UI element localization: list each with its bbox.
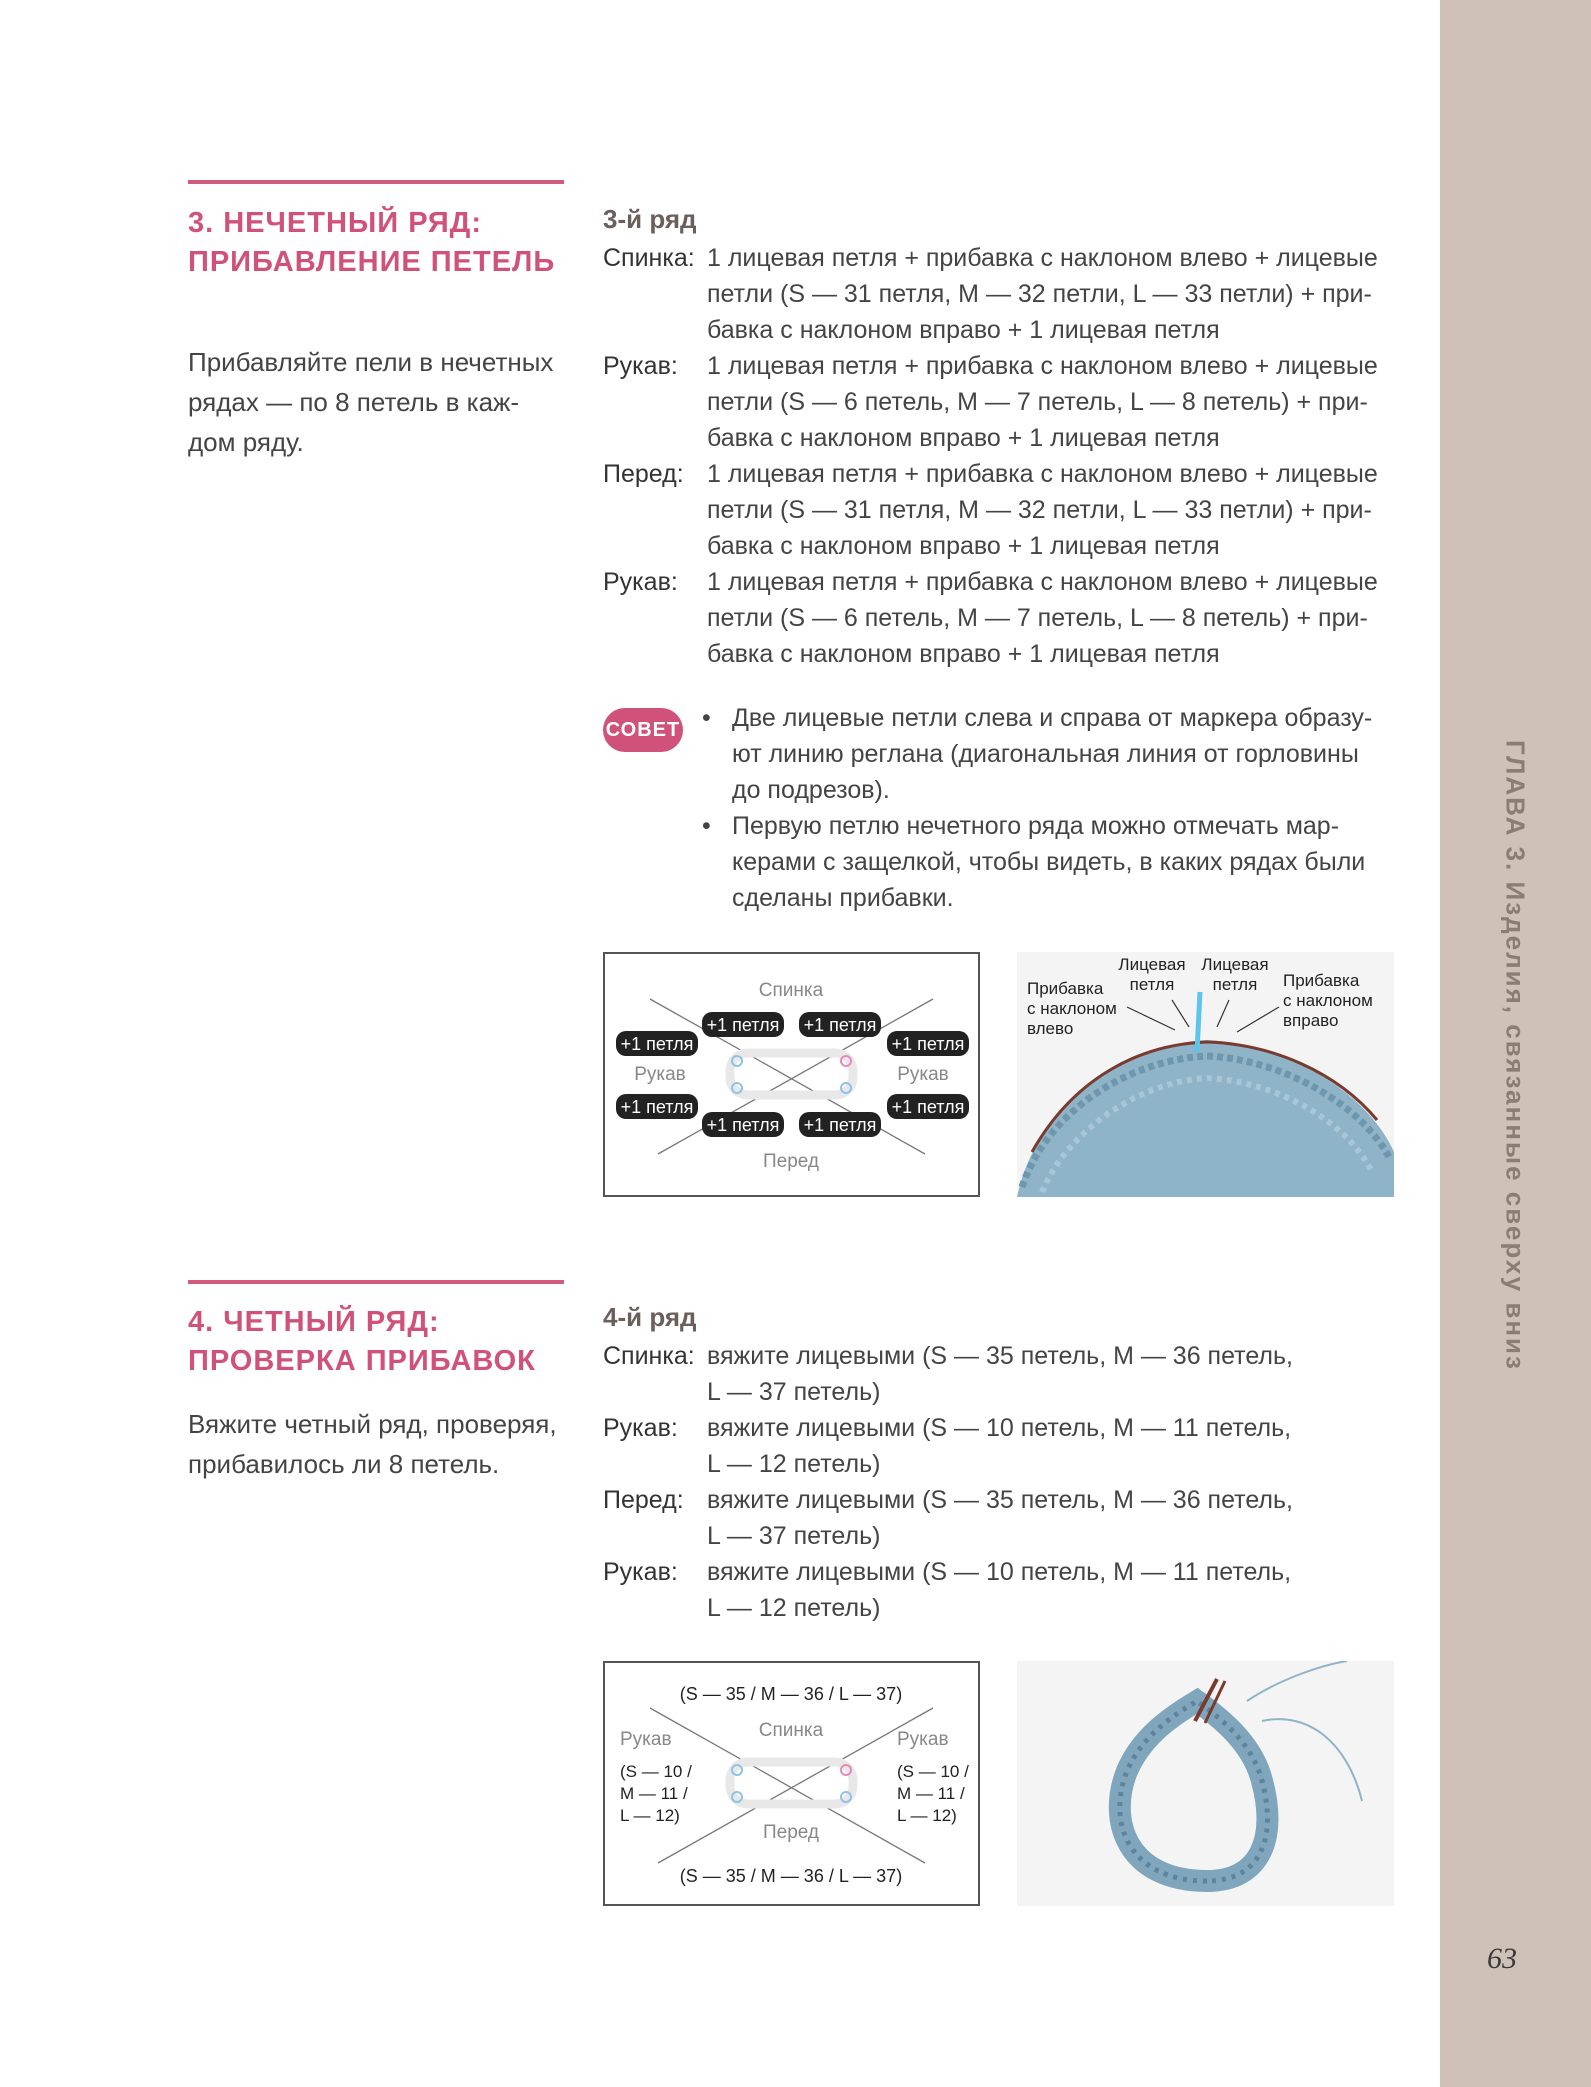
- svg-text:+1 петля: +1 петля: [620, 1034, 694, 1054]
- diagram-count-front: (S — 35 / M — 36 / L — 37): [679, 1866, 903, 1886]
- description-line: Прибавляйте пели в нечетных: [188, 347, 554, 377]
- photo-label-knit-right-line: Лицевая: [1201, 955, 1269, 974]
- instruction-row: [603, 348, 1403, 456]
- section-3-description: [188, 342, 568, 462]
- instruction-line: петли (S — 6 петель, M — 7 петель, L — 8 петель) + при-: [707, 388, 1368, 416]
- instruction-label: Спинка:: [603, 244, 695, 272]
- increment-badge: [702, 1012, 784, 1037]
- tip-line: керами с защелкой, чтобы видеть, в каких рядах были: [732, 848, 1366, 876]
- diagram-label-sleeve-right: Рукав: [897, 1064, 949, 1085]
- instruction-line: L — 37 петель): [707, 1378, 881, 1406]
- section-4-photo: [1017, 1661, 1394, 1906]
- instruction-line: петли (S — 31 петля, M — 32 петли, L — 33 петли) + при-: [707, 496, 1372, 524]
- section-4-rule: [188, 1280, 564, 1284]
- instruction-line: L — 37 петель): [707, 1522, 881, 1550]
- instruction-row: [603, 1554, 1403, 1626]
- instruction-row: [603, 456, 1403, 564]
- instruction-row: [603, 564, 1403, 672]
- section-4-description: [188, 1404, 568, 1484]
- instruction-line: 1 лицевая петля + прибавка с наклоном влево + лицевые: [707, 460, 1378, 488]
- section-4-diagram: [603, 1661, 980, 1906]
- label-pointer: [1237, 1007, 1279, 1032]
- instruction-label: Рукав:: [603, 1414, 678, 1442]
- diagram-label-sleeve-left: Рукав: [620, 1729, 672, 1750]
- instruction-line: L — 12 петель): [707, 1450, 881, 1478]
- photo-label-knit-left-line: Лицевая: [1118, 955, 1186, 974]
- knitted-ring: [1120, 1701, 1268, 1881]
- photo-label-right-increase-line: с наклоном: [1283, 991, 1373, 1010]
- tip-item: [700, 808, 1400, 916]
- label-pointer: [1217, 1000, 1229, 1027]
- section-4-instructions: [603, 1338, 1403, 1626]
- instruction-line: бавка с наклоном вправо + 1 лицевая петля: [707, 532, 1220, 560]
- svg-text:+1 петля: +1 петля: [706, 1015, 780, 1035]
- svg-text:+1 петля: +1 петля: [803, 1015, 877, 1035]
- instruction-line: L — 12 петель): [707, 1594, 881, 1622]
- instruction-row: [603, 240, 1403, 348]
- section-3-instructions: [603, 240, 1403, 672]
- page-number: 63: [1487, 1942, 1517, 1975]
- photo-label-right-increase-line: вправо: [1283, 1011, 1339, 1030]
- instruction-line: петли (S — 31 петля, M — 32 петли, L — 33 петли) + при-: [707, 280, 1372, 308]
- increment-badge: [799, 1112, 881, 1137]
- tip-badge: СОВЕТ: [603, 708, 683, 752]
- description-line: Вяжите четный ряд, проверяя,: [188, 1409, 557, 1439]
- instruction-label: Перед:: [603, 460, 684, 488]
- diagram-label-front: Перед: [762, 1151, 820, 1172]
- photo-label-knit-left-line: петля: [1129, 975, 1175, 994]
- diagram-label-sleeve-right: Рукав: [897, 1729, 949, 1750]
- section-3-rule: [188, 180, 564, 184]
- diagram-label-back: Спинка: [758, 980, 824, 1001]
- tip-list: [700, 700, 1400, 916]
- diagram-count-sleeve-left-line: M — 11 /: [620, 1784, 688, 1803]
- label-pointer: [1172, 1000, 1189, 1027]
- chapter-title: ГЛАВА 3. Изделия, связанные сверху вниз: [1500, 740, 1531, 1371]
- description-line: прибавилось ли 8 петель.: [188, 1449, 500, 1479]
- section-3-title-line-2: ПРИБАВЛЕНИЕ ПЕТЕЛЬ: [188, 246, 556, 278]
- diagram-count-sleeve-left-line: (S — 10 /: [620, 1762, 692, 1781]
- instruction-line: 1 лицевая петля + прибавка с наклоном влево + лицевые: [707, 244, 1378, 272]
- tip-line: до подрезов).: [732, 776, 890, 804]
- section-4-title: [188, 1303, 588, 1381]
- section-3-title: [188, 204, 588, 282]
- increment-badge: [616, 1094, 698, 1119]
- instruction-label: Рукав:: [603, 568, 678, 596]
- tip-line: сделаны прибавки.: [732, 884, 954, 912]
- photo-label-left-increase-line: с наклоном: [1027, 999, 1117, 1018]
- instruction-line: 1 лицевая петля + прибавка с наклоном влево + лицевые: [707, 568, 1378, 596]
- instruction-label: Перед:: [603, 1486, 684, 1514]
- knitted-fabric: [1017, 1040, 1394, 1197]
- increment-badge: [887, 1094, 969, 1119]
- instruction-row: [603, 1410, 1403, 1482]
- description-line: рядах — по 8 петель в каж-: [188, 387, 520, 417]
- section-4-row-heading: 4-й ряд: [603, 1302, 697, 1332]
- tip-line: Первую петлю нечетного ряда можно отмечать мар-: [732, 812, 1340, 840]
- instruction-line: вяжите лицевыми (S — 35 петель, M — 36 петель,: [707, 1486, 1293, 1514]
- diagram-count-sleeve-right-line: (S — 10 /: [897, 1762, 969, 1781]
- section-3-title-line-1: 3. НЕЧЕТНЫЙ РЯД:: [188, 207, 482, 239]
- increment-badge: [702, 1112, 784, 1137]
- bullet-icon: •: [702, 704, 711, 732]
- instruction-line: вяжите лицевыми (S — 35 петель, M — 36 петель,: [707, 1342, 1293, 1370]
- instruction-line: бавка с наклоном вправо + 1 лицевая петля: [707, 424, 1220, 452]
- section-4-title-line-2: ПРОВЕРКА ПРИБАВОК: [188, 1345, 536, 1377]
- instruction-label: Спинка:: [603, 1342, 695, 1370]
- tip-item: [700, 700, 1400, 808]
- photo-label-left-increase-line: влево: [1027, 1019, 1074, 1038]
- instruction-line: петли (S — 6 петель, M — 7 петель, L — 8 петель) + при-: [707, 604, 1368, 632]
- instruction-line: бавка с наклоном вправо + 1 лицевая петля: [707, 316, 1220, 344]
- svg-text:+1 петля: +1 петля: [803, 1115, 877, 1135]
- bullet-icon: •: [702, 812, 711, 840]
- instruction-label: Рукав:: [603, 1558, 678, 1586]
- svg-text:+1 петля: +1 петля: [620, 1097, 694, 1117]
- diagram-count-back: (S — 35 / M — 36 / L — 37): [679, 1684, 903, 1704]
- instruction-line: бавка с наклоном вправо + 1 лицевая петля: [707, 640, 1220, 668]
- diagram-count-sleeve-right-line: M — 11 /: [897, 1784, 965, 1803]
- diagram-label-back: Спинка: [758, 1720, 824, 1741]
- instruction-row: [603, 1482, 1403, 1554]
- section-3-diagram: [603, 952, 980, 1197]
- increment-badge: [799, 1012, 881, 1037]
- tip-line: ют линию реглана (диагональная линия от горловины: [732, 740, 1359, 768]
- tip-line: Две лицевые петли слева и справа от маркера образу-: [732, 704, 1373, 732]
- svg-text:+1 петля: +1 петля: [891, 1034, 965, 1054]
- photo-label-knit-right-line: петля: [1212, 975, 1258, 994]
- instruction-label: Рукав:: [603, 352, 678, 380]
- section-3-photo: [1017, 952, 1394, 1197]
- description-line: дом ряду.: [188, 427, 304, 457]
- diagram-label-sleeve-left: Рукав: [634, 1064, 686, 1085]
- diagram-count-sleeve-left-line: L — 12): [620, 1806, 680, 1825]
- svg-text:+1 петля: +1 петля: [706, 1115, 780, 1135]
- diagram-label-front: Перед: [762, 1822, 820, 1843]
- label-pointer: [1127, 1007, 1175, 1030]
- instruction-line: вяжите лицевыми (S — 10 петель, M — 11 петель,: [707, 1558, 1292, 1586]
- instruction-line: 1 лицевая петля + прибавка с наклоном влево + лицевые: [707, 352, 1378, 380]
- svg-text:+1 петля: +1 петля: [891, 1097, 965, 1117]
- photo-label-right-increase-line: Прибавка: [1283, 971, 1360, 990]
- needle: [1197, 992, 1200, 1052]
- photo-label-left-increase-line: Прибавка: [1027, 979, 1104, 998]
- increment-badge: [616, 1031, 698, 1056]
- instruction-line: вяжите лицевыми (S — 10 петель, M — 11 петель,: [707, 1414, 1292, 1442]
- section-3-row-heading: 3-й ряд: [603, 204, 697, 234]
- section-4-title-line-1: 4. ЧЕТНЫЙ РЯД:: [188, 1306, 440, 1338]
- diagram-count-sleeve-right-line: L — 12): [897, 1806, 957, 1825]
- increment-badge: [887, 1031, 969, 1056]
- instruction-row: [603, 1338, 1403, 1410]
